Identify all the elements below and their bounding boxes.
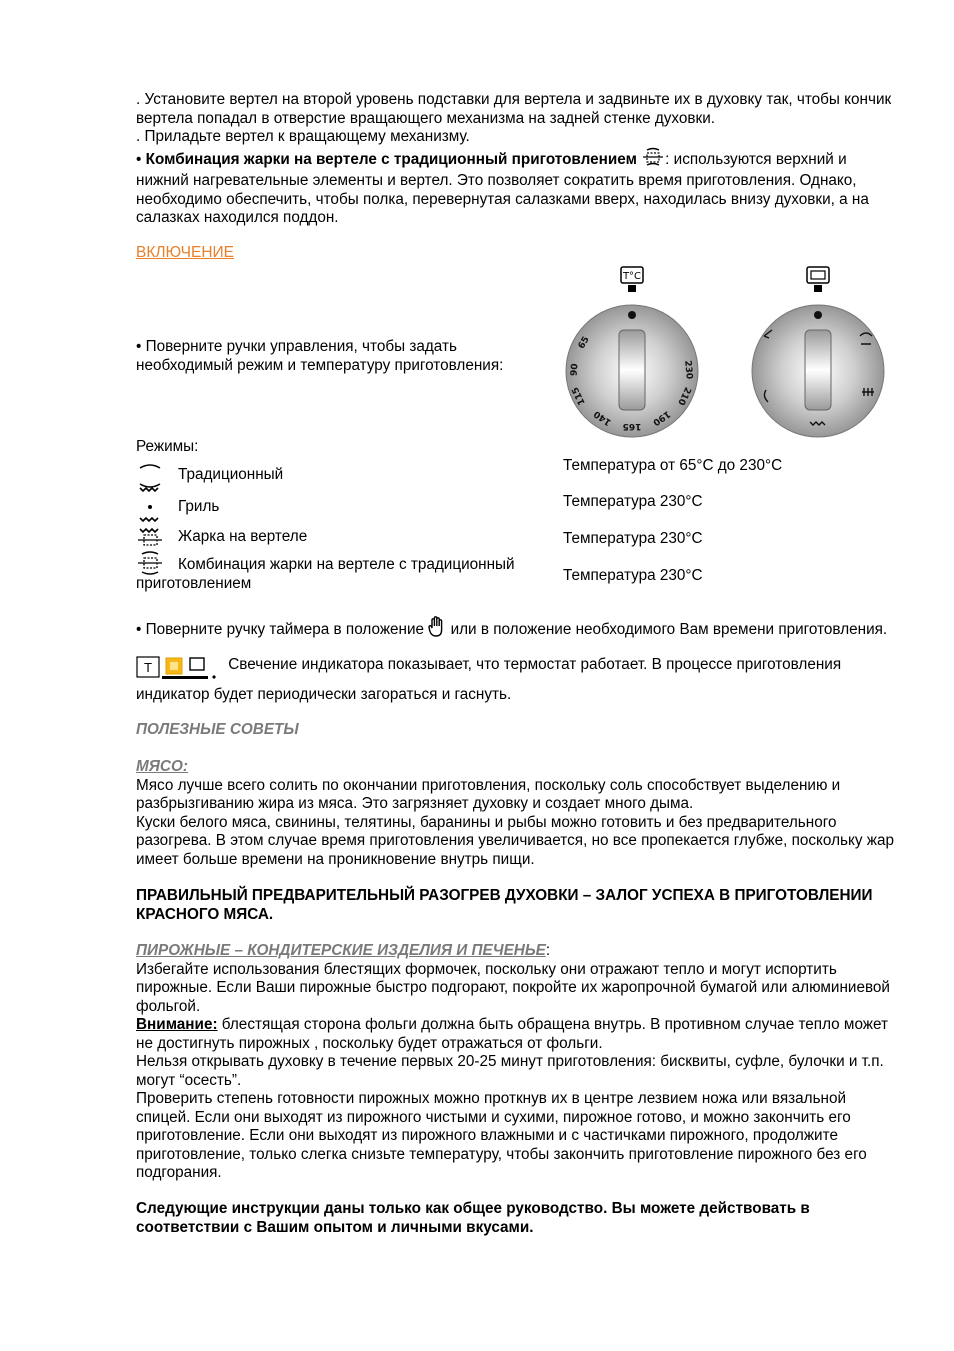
attention-label: Внимание: <box>136 1016 218 1033</box>
intro-line-2: . Приладьте вертел к вращающему механизму. <box>136 128 470 145</box>
mode-label-combo-2: приготовлением <box>136 575 252 592</box>
cakes-heading-line: ПИРОЖНЫЕ – КОНДИТЕРСКИЕ ИЗДЕЛИЯ И ПЕЧЕНЬЕ: <box>136 942 551 959</box>
tick-140: 140 <box>592 408 614 428</box>
tips-heading: ПОЛЕЗНЫЕ СОВЕТЫ <box>136 721 299 738</box>
mode-label-rotisserie: Жарка на вертеле <box>178 528 308 545</box>
hand-icon <box>428 616 446 644</box>
tick-230: 230 <box>682 360 694 380</box>
temp-combo: Температура 230°C <box>563 567 703 584</box>
meat-heading: МЯСО: <box>136 758 188 775</box>
combo-rotisserie-icon <box>641 147 665 173</box>
temp-traditional: Температура от 65°C до 230°C <box>563 457 783 474</box>
tick-210: 210 <box>675 385 693 407</box>
intro-section <box>136 91 896 228</box>
thermostat-dial <box>562 264 702 450</box>
rotisserie-icon <box>136 524 164 550</box>
cakes-paragraph-1: Избегайте использования блестящих формочек, поскольку они отражают тепло и могут испортить пирожные. Если Ваши пирожные быстро подгорают, покройте их жаропрочной бумагой или алюминиевой фольгой. <box>136 960 890 1015</box>
combo-bold: Комбинация жарки на вертеле с традиционный приготовлением <box>145 150 637 168</box>
preheat-heading: ПРАВИЛЬНЫЙ ПРЕДВАРИТЕЛЬНЫЙ РАЗОГРЕВ ДУХОВКИ – ЗАЛОГ УСПЕХА В ПРИГОТОВЛЕНИИ КРАСНОГО МЯСА. <box>136 887 873 923</box>
timer-instruction: • Поверните ручку таймера в положение или в положение необходимого Вам времени приготовления. <box>136 616 896 644</box>
mode-dial <box>748 264 888 450</box>
thermostat-label: T°C <box>622 271 642 282</box>
switch-on-heading: ВКЛЮЧЕНИЕ <box>136 244 235 261</box>
mode-label-traditional: Традиционный <box>178 466 284 483</box>
cakes-heading: ПИРОЖНЫЕ – КОНДИТЕРСКИЕ ИЗДЕЛИЯ И ПЕЧЕНЬЕ <box>136 942 546 959</box>
meat-paragraph-2: Куски белого мяса, свинины, телятины, баранины и рыбы можно готовить и без предварительного разогрева. В этом случае время приготовления увеличивается, но все пропекается глубже, поскольку жар имеет больше времени на проникновение внутрь пищи. <box>136 813 894 868</box>
combo-rotisserie-icon <box>136 550 164 576</box>
temp-grill: Температура 230°C <box>563 493 703 510</box>
tick-165: 165 <box>622 421 642 431</box>
indicator-paragraph <box>136 656 896 704</box>
attention-paragraph: Внимание: блестящая сторона фольги должна быть обращена внутрь. В противном случае тепло может не достигнуть пирожных , поскольку будет отражаться от фольги. <box>136 1016 889 1052</box>
tick-90: 90 <box>569 363 581 377</box>
tick-115: 115 <box>570 385 588 407</box>
indicator-text: Свечение индикатора показывает, что термостат работает. В процессе приготовления индикатор будет периодически загораться и гаснуть. <box>136 656 842 703</box>
combo-paragraph: • Комбинация жарки на вертеле с традиционный приготовлением : используются верхний и нижний нагревательные элементы и вертел. Это позволяет сократить время приготовления. Однако, необходимо обеспечить, чтобы полка, перевернутая салазками вверх, находилась внизу духовки, а на салазках находился поддон. <box>136 147 896 228</box>
cakes-paragraph-2: Нельзя открывать духовку в течение первых 20-25 минут приготовления: бисквиты, суфле, булочки и т.п. могут “осесть”. <box>136 1053 884 1089</box>
traditional-icon <box>136 462 164 488</box>
indicator-letter: T <box>144 661 152 675</box>
meat-paragraph-1: Мясо лучше всего солить по окончании приготовления, поскольку соль способствует выделению и разбрызгиванию жира из мяса. Это загрязняет духовку и создает много дыма. <box>136 776 841 812</box>
tick-190: 190 <box>650 408 672 428</box>
modes-title: Режимы: <box>136 438 199 455</box>
indicator-lights-icon <box>136 656 220 686</box>
meat-section <box>136 758 896 869</box>
mode-label-grill: Гриль <box>178 498 220 515</box>
intro-line-1: . Установите вертел на второй уровень подставки для вертела и задвиньте их в духовку так, чтобы кончик вертела попадал в отверстие вращающего механизма на задней стенке духовки. <box>136 91 892 127</box>
temp-rotisserie: Температура 230°C <box>563 530 703 547</box>
mode-row-combo <box>136 550 556 594</box>
switch-on-instruction: • Поверните ручки управления, чтобы задать необходимый режим и температуру приготовления: <box>136 338 504 374</box>
mode-label-combo: Комбинация жарки на вертеле с традиционный <box>178 556 515 573</box>
grill-icon <box>136 494 164 520</box>
cakes-paragraph-3: Проверить степень готовности пирожных можно проткнув их в центре лезвием ножа или вязальной спицей. Если они выходят из пирожного чистыми и сухими, пирожное готово, и можно закончить его приготовление. Если они выходят из пирожного влажными и с частичками пирожного, продолжите приготовление, только слегка снизьте температуру, чтобы закончить приготовление пирожного без его подгорания. <box>136 1090 867 1181</box>
final-note: Следующие инструкции даны только как общее руководство. Вы можете действовать в соответствии с Вашим опытом и личными вкусами. <box>136 1200 810 1236</box>
cakes-section <box>136 942 896 1183</box>
tick-65: 65 <box>576 335 592 351</box>
